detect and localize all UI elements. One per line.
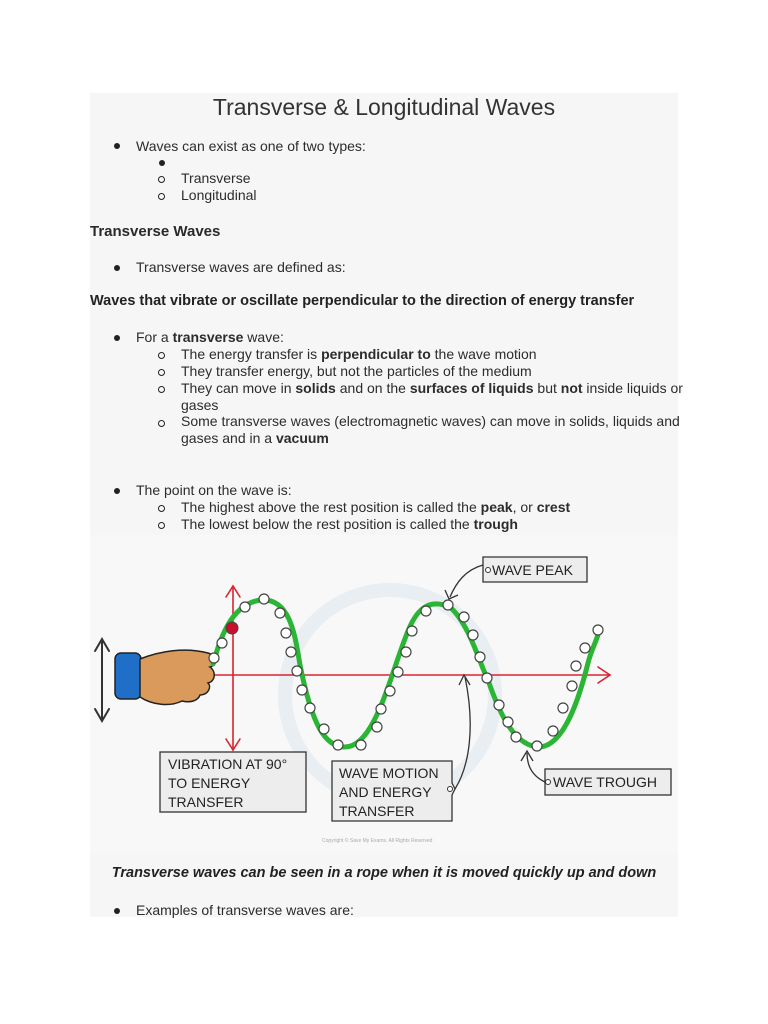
figure-caption: Transverse waves can be seen in a rope when it is moved quickly up and down: [111, 865, 657, 881]
list-item: The lowest below the rest position is called the trough: [181, 516, 518, 532]
bullet: [114, 488, 120, 494]
list-item-cont: gases: [181, 397, 219, 413]
list-item-cont: gases and in a vacuum: [181, 430, 329, 446]
list-item: Some transverse waves (electromagnetic waves) can move in solids, liquids and: [181, 413, 680, 429]
wave-motion-text-3: TRANSFER: [339, 803, 415, 819]
list-item: They transfer energy, but not the particles of the medium: [181, 363, 532, 379]
wave-trough-text: WAVE TROUGH: [553, 774, 657, 790]
type-item: Longitudinal: [181, 187, 257, 203]
examples-lead: Examples of transverse waves are:: [136, 902, 354, 918]
bullet: [159, 160, 165, 166]
intro-lead: Waves can exist as one of two types:: [136, 138, 366, 154]
circle-bullet: [158, 420, 165, 427]
section-heading: Transverse Waves: [90, 223, 221, 240]
circle-bullet: [158, 176, 165, 183]
marked-particle: [226, 622, 238, 634]
list-item: The highest above the rest position is called the peak, or crest: [181, 499, 571, 515]
bullet: [114, 335, 120, 341]
definition: Waves that vibrate or oscillate perpendicular to the direction of energy transfer: [90, 293, 635, 309]
wave-motion-text-1: WAVE MOTION: [339, 765, 439, 781]
circle-bullet: [158, 193, 165, 200]
wave-peak-text: WAVE PEAK: [492, 562, 573, 578]
wave-motion-text-2: AND ENERGY: [339, 784, 432, 800]
circle-bullet: [158, 505, 165, 512]
point-lead: The point on the wave is:: [136, 482, 292, 498]
vibration-text-1: VIBRATION AT 90°: [168, 756, 288, 772]
type-item: Transverse: [181, 170, 251, 186]
circle-bullet: [158, 522, 165, 529]
list-item: They can move in solids and on the surfaces of liquids but not inside liquids or: [181, 380, 683, 396]
section-lead: Transverse waves are defined as:: [136, 259, 346, 275]
bullet: [114, 143, 120, 149]
circle-bullet: [158, 369, 165, 376]
vibration-label: [160, 752, 306, 812]
for-transverse-lead: For a transverse wave:: [136, 329, 284, 345]
vibration-text-2: TO ENERGY: [168, 775, 251, 791]
page-title: Transverse & Longitudinal Waves: [212, 94, 556, 120]
bullet: [114, 908, 120, 914]
transverse-wave-diagram: [90, 535, 678, 853]
copyright-text: Copyright © Save My Exams. All Rights Reserved: [322, 838, 433, 844]
circle-bullet: [158, 386, 165, 393]
list-item: The energy transfer is perpendicular to the wave motion: [181, 346, 537, 362]
bullet: [114, 265, 120, 271]
vibration-text-3: TRANSFER: [168, 794, 244, 810]
circle-bullet: [158, 352, 165, 359]
